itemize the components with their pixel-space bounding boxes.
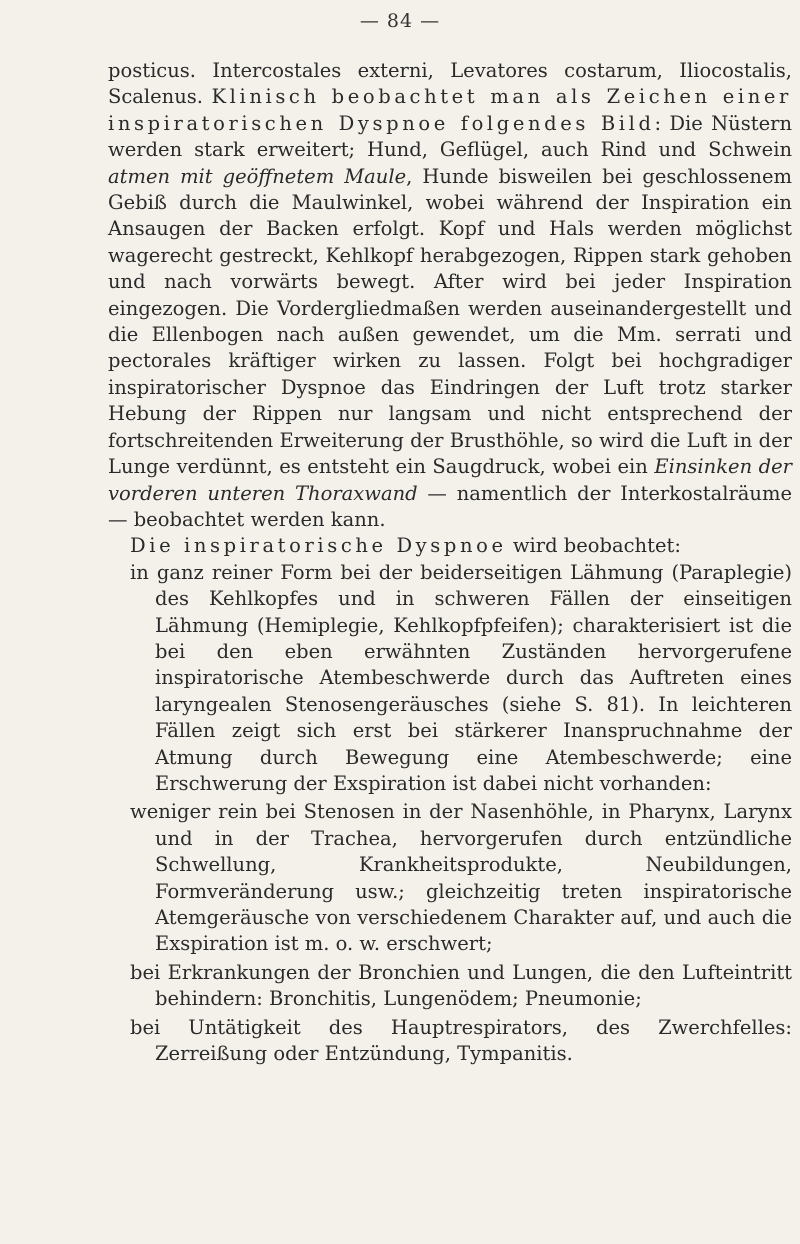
text-run: , Hunde bisweilen bei geschlossenem Gebiß durch die Maulwinkel, wobei während der Inspiration ein Ansaugen der Backen erfolgt. Kopf und Hals werden möglichst wagerecht gestreckt, Kehlkopf herabgezogen, Rippen stark gehoben und nach vorwärts bewegt. After wird bei jeder Inspiration eingezogen. Die Vordergliedmaßen werden auseinandergestellt und die Ellenbogen nach außen gewendet, um die Mm. serrati und pectorales kräftiger wirken zu lassen. Folgt bei hochgradiger inspiratorischer Dyspnoe das Eindringen der Luft trotz starker Hebung der Rippen nur langsam und nicht entsprechend der fortschreitenden Erweiterung der Brusthöhle, so wird die Luft in der Lunge verdünnt, es entsteht ein Saugdruck, wobei ein: [108, 164, 792, 479]
body-text: [108, 58, 792, 1067]
list-item: bei Untätigkeit des Hauptrespirators, des Zwerchfelles: Zerreißung oder Entzündung, Tympanitis.: [130, 1015, 792, 1066]
italic-emphasis: Einsinken der vorderen unteren Thoraxwand: [108, 455, 792, 505]
italic-emphasis: atmen mit geöffnetem Maule: [108, 164, 407, 188]
list-item: weniger rein bei Stenosen in der Nasenhöhle, in Pharynx, Larynx und in der Trachea, hervorgerufen durch entzündliche Schwellung, Krankheitsprodukte, Neubildungen, Formveränderung usw.; gleichzeitig treten inspiratorische Atemgeräusche von verschiedenem Charakter auf, und auch die Exspiration ist m. o. w. erschwert;: [130, 800, 792, 956]
spaced-emphasis: Klinisch beobachtet man als Zeichen einer inspiratorischen Dyspnoe folgendes Bild: [108, 85, 792, 135]
occurrence-list: [108, 560, 792, 1068]
text-run: posticus. Intercostales externi, Levatores costarum, Iliocostalis, Scalenus.: [108, 59, 792, 109]
paragraph-intro-list: [108, 533, 792, 559]
text-run: : Die Nüstern werden stark erweitert; Hund, Geflügel, auch Rind und Schwein: [108, 111, 792, 162]
list-item: in ganz reiner Form bei der beiderseitigen Lähmung (Paraplegie) des Kehlkopfes und in schweren Fällen der einseitigen Lähmung (Hemiplegie, Kehlkopfpfeifen); charakterisiert ist die bei den eben erwähnten Zuständen hervorgerufene inspiratorische Atembeschwerde durch das Auftreten eines laryngealen Stenosengeräusches (siehe S. 81). In leichteren Fällen zeigt sich erst bei stärkerer Inanspruchnahme der Atmung durch Bewegung eine Atembeschwerde; eine Erschwerung der Exspiration ist dabei nicht vorhanden:: [130, 560, 792, 795]
paragraph-dyspnoe-symptoms: [108, 58, 792, 533]
page-number: — 84 —: [359, 10, 441, 32]
text-run: — namentlich der Interkostalräume — beobachtet werden kann.: [108, 481, 792, 531]
spaced-emphasis: Die inspiratorische Dyspnoe: [130, 534, 507, 558]
list-item: bei Erkrankungen der Bronchien und Lungen, die den Lufteintritt behindern: Bronchitis, Lungenödem; Pneumonie;: [130, 960, 792, 1011]
text-run: wird beobachtet:: [506, 534, 681, 558]
